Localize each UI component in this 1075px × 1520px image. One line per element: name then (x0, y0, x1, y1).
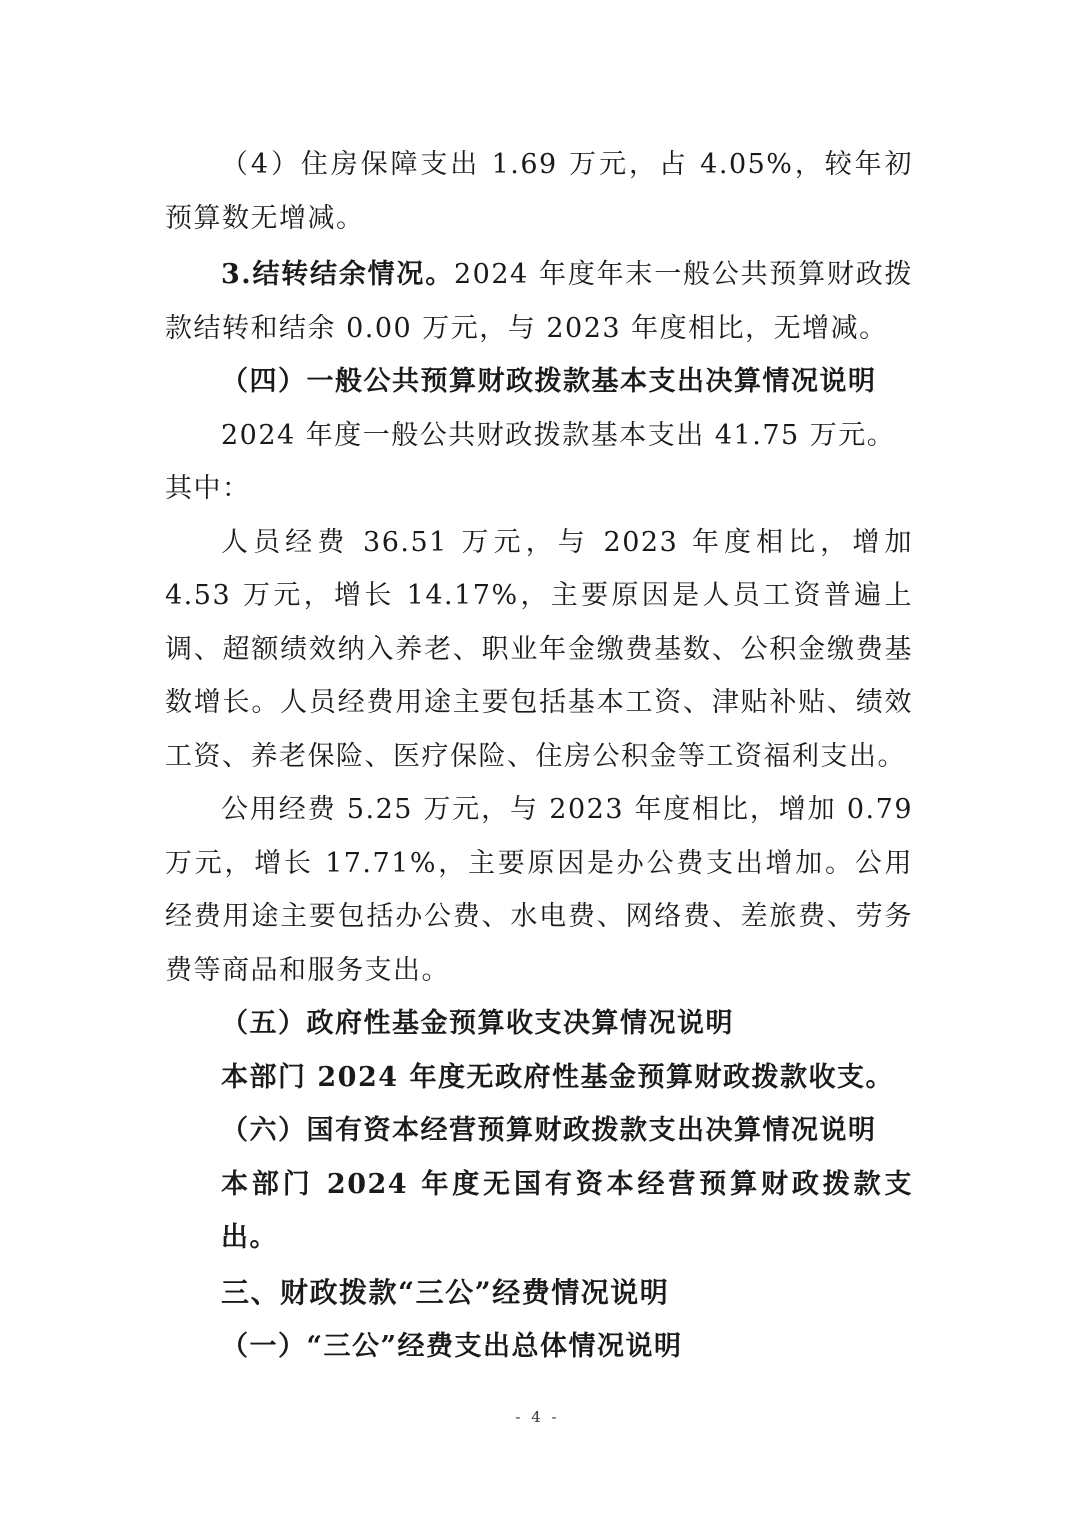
chapter-heading-3: 三、财政拨款“三公”经费情况说明 (221, 1275, 670, 1309)
carryover-heading: 3.结转结余情况。 (221, 259, 454, 290)
paragraph-basic-expense: 2024 年度一般公共财政拨款基本支出 41.75 万元。 (221, 419, 896, 451)
paragraph-state-capital: 本部门 2024 年度无国有资本经营预算财政拨款支出。 (221, 1168, 913, 1253)
paragraph-public-expense: 公用经费 5.25 万元，与 2023 年度相比，增加 0.79 万元，增长 17.71%，主要原因是办公费支出增加。公用经费用途主要包括办公费、水电费、网络费、差旅费、劳务费等商品和服务支出。 (165, 794, 913, 986)
paragraph-carryover (165, 248, 913, 355)
page-number: - 4 - (515, 1408, 560, 1426)
section-heading-4: （四）一般公共预算财政拨款基本支出决算情况说明 (221, 366, 877, 397)
paragraph-personnel-expense: 人员经费 36.51 万元，与 2023 年度相比，增加 4.53 万元，增长 14.17%，主要原因是人员工资普遍上调、超额绩效纳入养老、职业年金缴费基数、公积金缴费基数增长。人员经费用途主要包括基本工资、津贴补贴、绩效工资、养老保险、医疗保险、住房公积金等工资福利支出。 (165, 526, 913, 772)
paragraph-government-fund: 本部门 2024 年度无政府性基金预算财政拨款收支。 (221, 1061, 894, 1093)
paragraph-housing-expense: （4）住房保障支出 1.69 万元，占 4.05%，较年初预算数无增减。 (165, 149, 913, 234)
section-heading-5: （五）政府性基金预算收支决算情况说明 (221, 1008, 734, 1039)
section-heading-6: （六）国有资本经营预算财政拨款支出决算情况说明 (221, 1115, 877, 1146)
paragraph-among: 其中： (165, 473, 251, 504)
section-heading-3-1: （一）“三公”经费支出总体情况说明 (221, 1330, 683, 1362)
document-body (165, 138, 913, 1373)
carryover-text: 2024 年度年末一般公共预算财政拨款结转和结余 0.00 万元，与 2023 年度相比，无增减。 (165, 259, 914, 344)
